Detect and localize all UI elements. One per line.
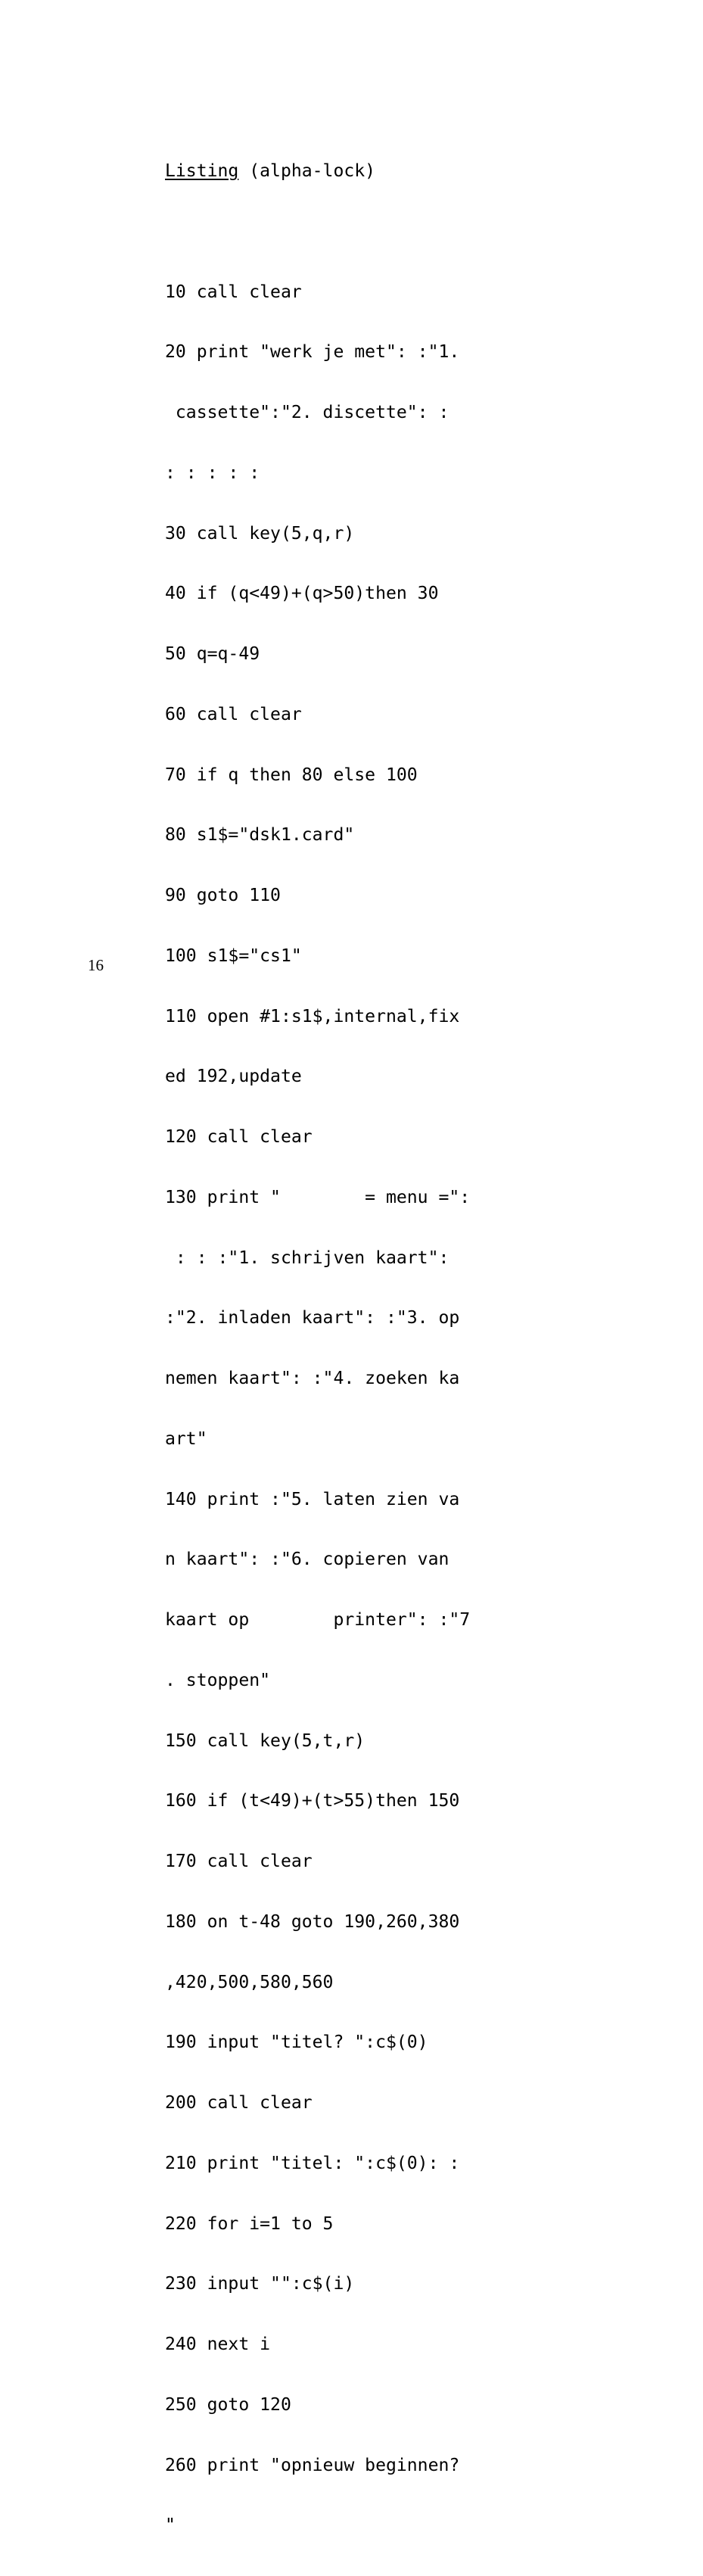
code-line: 20 print "werk je met": :"1. bbox=[165, 342, 460, 363]
code-line: : : :"1. schrijven kaart": bbox=[165, 1248, 449, 1268]
code-line: 160 if (t<49)+(t>55)then 150 bbox=[165, 1791, 460, 1811]
code-line: 220 for i=1 to 5 bbox=[165, 2213, 334, 2234]
program-listing bbox=[165, 122, 619, 2576]
code-line: ,420,500,580,560 bbox=[165, 1972, 334, 1992]
code-line: 30 call key(5,q,r) bbox=[165, 523, 355, 544]
code-line: art" bbox=[165, 1428, 207, 1449]
code-line: 50 q=q-49 bbox=[165, 644, 260, 664]
code-line: : : : : : bbox=[165, 463, 260, 483]
code-line: 70 if q then 80 else 100 bbox=[165, 765, 418, 785]
code-line: 100 s1$="cs1" bbox=[165, 945, 302, 966]
code-line: nemen kaart": :"4. zoeken ka bbox=[165, 1369, 460, 1388]
code-line: 230 input "":c$(i) bbox=[165, 2274, 355, 2294]
code-line: 40 if (q<49)+(q>50)then 30 bbox=[165, 584, 439, 604]
code-line: ed 192,update bbox=[165, 1067, 302, 1087]
code-line: 90 goto 110 bbox=[165, 886, 281, 905]
code-line: n kaart": :"6. copieren van bbox=[165, 1550, 449, 1570]
code-line: 150 call key(5,t,r) bbox=[165, 1730, 365, 1751]
code-line: 180 on t-48 goto 190,260,380 bbox=[165, 1911, 460, 1932]
blank-line bbox=[165, 222, 619, 243]
code-line: 240 next i bbox=[165, 2335, 271, 2354]
code-line: 250 goto 120 bbox=[165, 2394, 291, 2415]
code-line: :"2. inladen kaart": :"3. op bbox=[165, 1308, 460, 1328]
code-line: 210 print "titel: ":c$(0): : bbox=[165, 2153, 460, 2173]
code-line: 120 call clear bbox=[165, 1127, 313, 1147]
code-line: kaart op printer": :"7 bbox=[165, 1610, 471, 1630]
code-line: . stoppen" bbox=[165, 1670, 271, 1690]
code-line: 140 print :"5. laten zien va bbox=[165, 1489, 460, 1509]
code-line: " bbox=[165, 2515, 176, 2536]
page-number: 16 bbox=[88, 956, 104, 974]
listing-heading bbox=[165, 161, 619, 182]
code-line: 260 print "opnieuw beginnen? bbox=[165, 2455, 460, 2475]
code-line: 200 call clear bbox=[165, 2093, 313, 2113]
listing-title: Listing bbox=[165, 161, 239, 181]
code-line: 170 call clear bbox=[165, 1852, 313, 1871]
code-line: 190 input "titel? ":c$(0) bbox=[165, 2032, 428, 2053]
code-line: 10 call clear bbox=[165, 282, 302, 302]
code-line: 80 s1$="dsk1.card" bbox=[165, 825, 355, 846]
code-line: 60 call clear bbox=[165, 704, 302, 724]
code-line: cassette":"2. discette": : bbox=[165, 403, 449, 422]
listing-subtitle: (alpha-lock) bbox=[238, 161, 376, 181]
code-line: 110 open #1:s1$,internal,fix bbox=[165, 1006, 460, 1026]
code-line: 130 print " = menu =": bbox=[165, 1187, 471, 1207]
